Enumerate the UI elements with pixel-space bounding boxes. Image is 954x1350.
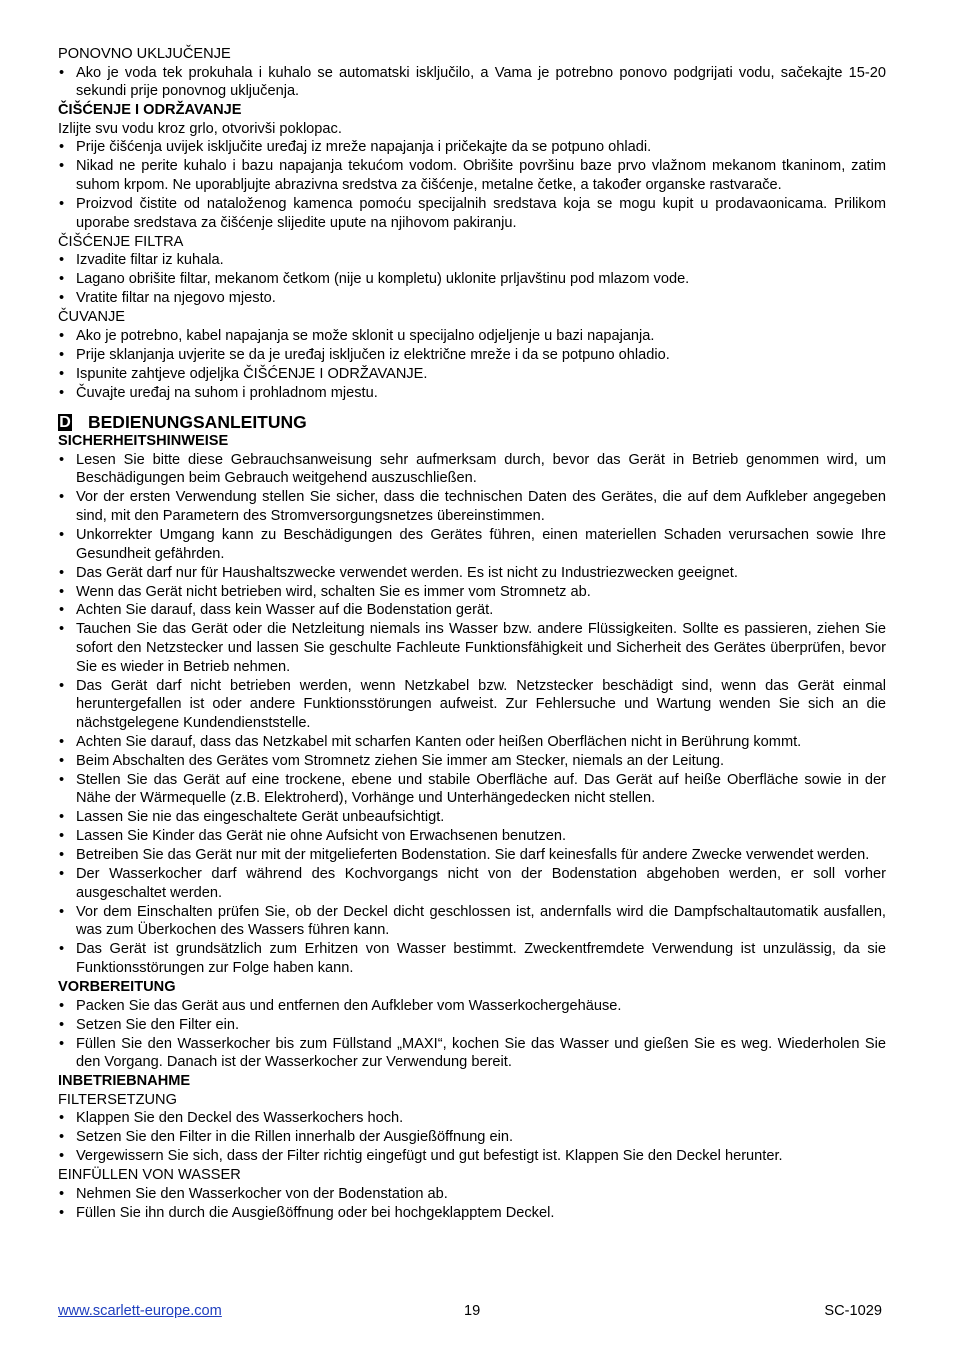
list-item: • Vratite filtar na njegovo mjesto.	[58, 289, 886, 308]
list-item: • Der Wasserkocher darf während des Kochvorgangs nicht von der Bodenstation abgehoben werden, er soll vorher ausgeschaltet werden.	[58, 865, 886, 902]
list-item: • Nikad ne perite kuhalo i bazu napajanja tekućom vodom. Obrišite površinu baze prvo vlažnom mekanom tkaninom, zatim suhom krpom. Ne uporabljujte abrazivna sredstva za čišćenje, metalne četke, a također organske rastvarače.	[58, 157, 886, 194]
list-item: • Das Gerät ist grundsätzlich zum Erhitzen von Wasser bestimmt. Zweckentfremdete Verwendung ist unzulässig, da sie Funktionsstörungen zur Folge haben kann.	[58, 940, 886, 977]
list-item: • Betreiben Sie das Gerät nur mit der mitgelieferten Bodenstation. Sie darf keinesfalls für andere Zwecke verwendet werden.	[58, 846, 886, 865]
cleaning-intro: Izlijte svu vodu kroz grlo, otvorivši poklopac.	[58, 120, 342, 137]
list-item: • Unkorrekter Umgang kann zu Beschädigungen des Gerätes führen, einen materiellen Schaden verursachen sowie Ihre Gesundheit gefährden.	[58, 526, 886, 563]
cleaning-list	[58, 138, 886, 232]
list-item: • Vor dem Einschalten prüfen Sie, ob der Deckel dicht geschlossen ist, andernfalls wird die Dampfschaltautomatik ausfallen, was zum Überkochen des Wassers führen kann.	[58, 903, 886, 940]
list-item: • Prije sklanjanja uvjerite se da je uređaj isključen iz električne mreže i da se potpuno ohladio.	[58, 346, 886, 365]
list-item: • Setzen Sie den Filter in die Rillen innerhalb der Ausgießöffnung ein.	[58, 1128, 886, 1147]
list-item: • Čuvajte uređaj na suhom i prohladnom mjestu.	[58, 384, 886, 403]
page-number: 19	[464, 1303, 481, 1319]
preparation-list	[58, 997, 886, 1072]
section-heading-reconnect: PONOVNO UKLJUČENJE	[58, 46, 231, 62]
list-item: • Setzen Sie den Filter ein.	[58, 1016, 886, 1035]
list-item: • Ako je voda tek prokuhala i kuhalo se automatski isključilo, a Vama je potrebno ponovo podgrijati vodu, sačekajte 15-20 sekundi prije ponovnog uključenja.	[58, 64, 886, 101]
safety-list	[58, 451, 886, 978]
reconnect-list	[58, 64, 886, 101]
german-title: BEDIENUNGSANLEITUNG	[88, 412, 307, 433]
list-item: • Wenn das Gerät nicht betrieben wird, schalten Sie es immer vom Stromnetz ab.	[58, 583, 886, 602]
section-heading-filling: EINFÜLLEN VON WASSER	[58, 1167, 241, 1184]
list-item: • Nehmen Sie den Wasserkocher von der Bodenstation ab.	[58, 1185, 886, 1204]
list-item: • Vor der ersten Verwendung stellen Sie sicher, dass die technischen Daten des Gerätes, die auf dem Aufkleber angegeben sind, mit den Parametern des Stromversorgungsnetzes übereinstimmen.	[58, 488, 886, 525]
list-item: • Lagano obrišite filtar, mekanom četkom (nije u kompletu) uklonite prljavštinu pod mlazom vode.	[58, 270, 886, 289]
model-number: SC-1029	[824, 1303, 882, 1319]
section-heading-operation: INBETRIEBNAHME	[58, 1073, 191, 1090]
list-item: • Das Gerät darf nur für Haushaltszwecke verwendet werden. Es ist nicht zu Industriezwecken geeignet.	[58, 564, 886, 583]
section-heading-safety: SICHERHEITSHINWEISE	[58, 433, 229, 450]
list-item: • Ispunite zahtjeve odjeljka ČIŠĆENJE I ODRŽAVANJE.	[58, 365, 886, 384]
section-heading-filter-setting: FILTERSETZUNG	[58, 1091, 177, 1108]
storage-list	[58, 327, 886, 403]
filter-setting-list	[58, 1109, 886, 1166]
page-footer	[58, 1303, 882, 1323]
section-heading-cleaning: ČIŠĆENJE I ODRŽAVANJE	[58, 102, 242, 119]
list-item: • Beim Abschalten des Gerätes vom Stromnetz ziehen Sie immer am Stecker, niemals an der Leitung.	[58, 752, 886, 771]
manual-page-content	[58, 45, 886, 1223]
list-item: • Achten Sie darauf, dass das Netzkabel mit scharfen Kanten oder heißen Oberflächen nicht in Berührung kommt.	[58, 733, 886, 752]
list-item: • Stellen Sie das Gerät auf eine trockene, ebene und stabile Oberfläche auf. Das Gerät auf heiße Oberfläche sowie in der Nähe der Wärmequelle (z.B. Elektroherd), Vorhänge und Unterhängedecken nicht stellen.	[58, 771, 886, 808]
list-item: • Lassen Sie Kinder das Gerät nie ohne Aufsicht von Erwachsenen benutzen.	[58, 827, 886, 846]
list-item: • Klappen Sie den Deckel des Wasserkochers hoch.	[58, 1109, 886, 1128]
list-item: • Packen Sie das Gerät aus und entfernen den Aufkleber vom Wasserkochergehäuse.	[58, 997, 886, 1016]
language-letter-badge: D	[59, 414, 71, 432]
list-item: • Proizvod čistite od nataloženog kamenca pomoću specijalnih sredstava koja se mogu kupit u prodavaonicama. Prilikom uporabe sredstava za čišćenje slijedite upute na njihovom pakiranju.	[58, 195, 886, 232]
list-item: • Tauchen Sie das Gerät oder die Netzleitung niemals ins Wasser bzw. andere Flüssigkeiten. Sollte es passieren, ziehen Sie sofort den Netzstecker und lassen Sie geschulte Fachleute Funktionsfähigkeit und Sicherheit des Gerätes überprüfen, bevor Sie es wieder in Betrieb nehmen.	[58, 620, 886, 676]
section-heading-filter-cleaning: ČIŠĆENJE FILTRA	[58, 233, 184, 250]
german-section-title	[58, 413, 886, 432]
website-link[interactable]: www.scarlett-europe.com	[58, 1303, 222, 1319]
list-item: • Das Gerät darf nicht betrieben werden, wenn Netzkabel bzw. Netzstecker beschädigt sind, wenn das Gerät einmal heruntergefallen ist oder andere Funktionsstörungen aufweist. Zur Fehlersuche und Wartung wenden Sie sich an die nächstgelegene Kundendienststelle.	[58, 677, 886, 733]
filling-list	[58, 1185, 886, 1223]
list-item: • Lesen Sie bitte diese Gebrauchsanweisung sehr aufmerksam durch, bevor das Gerät in Betrieb genommen wird, um Beschädigungen beim Gebrauch weitgehend auszuschließen.	[58, 451, 886, 488]
list-item: • Prije čišćenja uvijek isključite uređaj iz mreže napajanja i pričekajte da se potpuno ohladi.	[58, 138, 886, 157]
list-item: • Lassen Sie nie das eingeschaltete Gerät unbeaufsichtigt.	[58, 808, 886, 827]
list-item: • Izvadite filtar iz kuhala.	[58, 251, 886, 270]
list-item: • Füllen Sie ihn durch die Ausgießöffnung oder bei hochgeklapptem Deckel.	[58, 1204, 886, 1223]
filter-cleaning-list	[58, 251, 886, 308]
list-item: • Vergewissern Sie sich, dass der Filter richtig eingefügt und gut befestigt ist. Klappen Sie den Deckel herunter.	[58, 1147, 886, 1166]
list-item: • Füllen Sie den Wasserkocher bis zum Füllstand „MAXI“, kochen Sie das Wasser und gießen Sie es weg. Wiederholen Sie den Vorgang. Danach ist der Wasserkocher zur Verwendung bereit.	[58, 1035, 886, 1072]
section-heading-preparation: VORBEREITUNG	[58, 979, 176, 996]
list-item: • Ako je potrebno, kabel napajanja se može sklonit u specijalno odjeljenje u bazi napajanja.	[58, 327, 886, 346]
list-item: • Achten Sie darauf, dass kein Wasser auf die Bodenstation gerät.	[58, 601, 886, 620]
section-heading-storage: ČUVANJE	[58, 309, 126, 326]
